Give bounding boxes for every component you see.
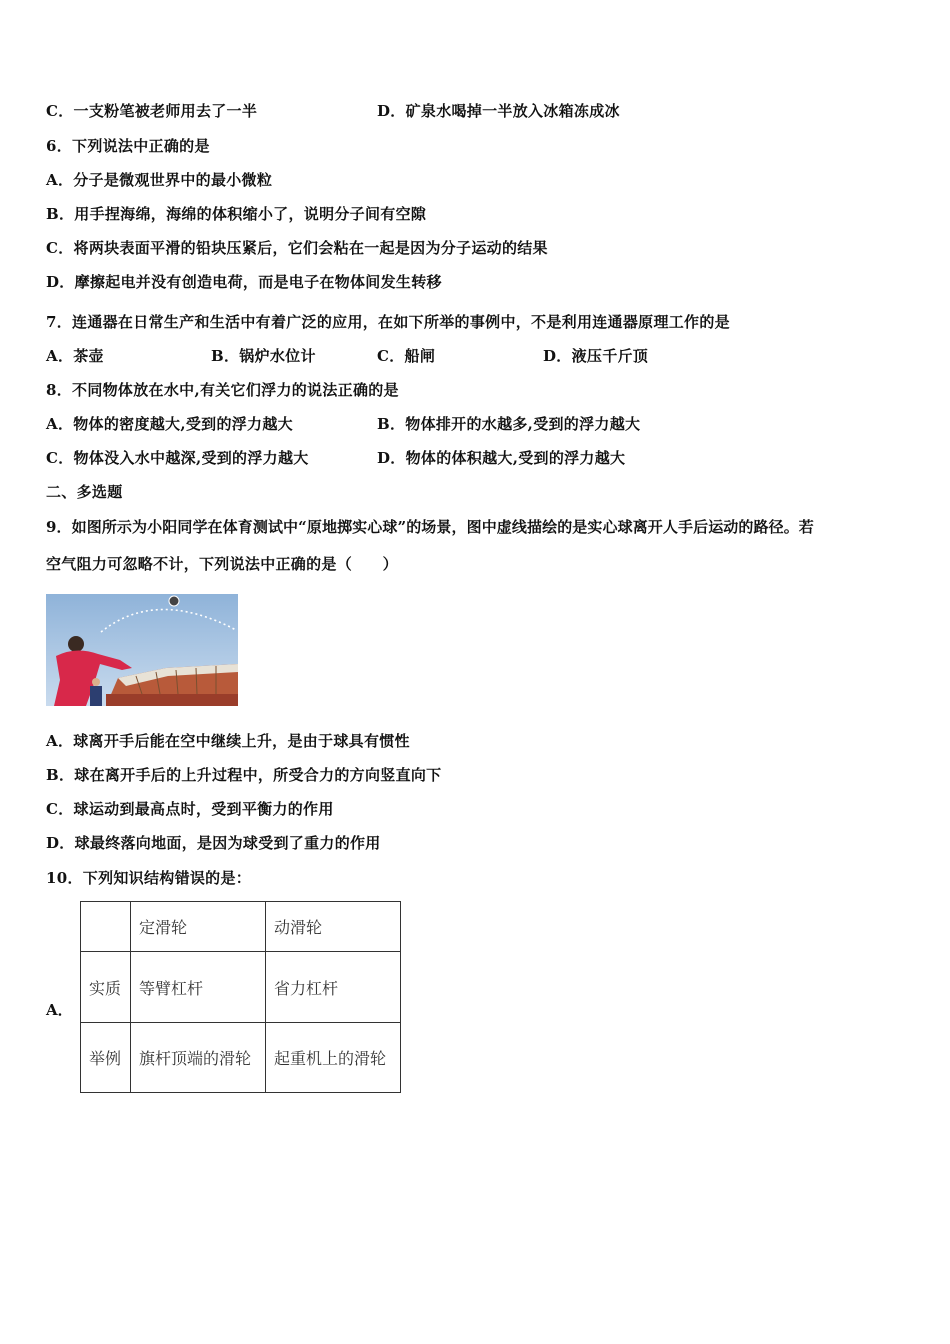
q6-stem: 6．下列说法中正确的是 <box>46 137 210 155</box>
q9-stem-line1: 9．如图所示为小阳同学在体育测试中“原地掷实心球”的场景，图中虚线描绘的是实心球离开人手后运动的路径。若 <box>46 518 814 536</box>
table-header-movable-pulley: 动滑轮 <box>266 902 401 952</box>
q7-option-d: D．液压千斤顶 <box>543 347 649 365</box>
q7-stem: 7．连通器在日常生产和生活中有着广泛的应用，在如下所举的事例中，不是利用连通器原理工作的是 <box>46 313 730 331</box>
table-row-label-example: 举例 <box>81 1023 131 1093</box>
table-cell: 等臂杠杆 <box>131 952 266 1023</box>
q8-option-b: B．物体排开的水越多,受到的浮力越大 <box>377 415 641 433</box>
q6-option-a: A．分子是微观世界中的最小微粒 <box>46 171 273 189</box>
table-cell: 起重机上的滑轮 <box>266 1023 401 1093</box>
q9-stem-line2: 空气阻力可忽略不计，下列说法中正确的是（ ） <box>46 555 398 573</box>
q9-option-b: B．球在离开手后的上升过程中，所受合力的方向竖直向下 <box>46 766 442 784</box>
table-cell <box>81 902 131 952</box>
q6-option-b: B．用手捏海绵，海绵的体积缩小了，说明分子间有空隙 <box>46 205 427 223</box>
q5-option-c: C．一支粉笔被老师用去了一半 <box>46 102 258 120</box>
q5-option-d: D．矿泉水喝掉一半放入冰箱冻成冰 <box>377 102 620 120</box>
q10-option-a-label: A． <box>46 1001 73 1019</box>
q6-option-c: C．将两块表面平滑的铅块压紧后，它们会粘在一起是因为分子运动的结果 <box>46 239 548 257</box>
q9-option-d: D．球最终落向地面，是因为球受到了重力的作用 <box>46 834 381 852</box>
q9-option-a: A．球离开手后能在空中继续上升，是由于球具有惯性 <box>46 732 410 750</box>
pulley-knowledge-table <box>80 901 401 1093</box>
section-heading-multiple-choice: 二、多选题 <box>46 483 123 501</box>
q10-stem: 10．下列知识结构错误的是： <box>46 869 252 887</box>
table-header-fixed-pulley: 定滑轮 <box>131 902 266 952</box>
table-cell: 省力杠杆 <box>266 952 401 1023</box>
q8-option-c: C．物体没入水中越深,受到的浮力越大 <box>46 449 309 467</box>
q7-option-b: B．锅炉水位计 <box>211 347 316 365</box>
shot-put-photo <box>46 594 238 706</box>
q8-option-a: A．物体的密度越大,受到的浮力越大 <box>46 415 293 433</box>
q8-option-d: D．物体的体积越大,受到的浮力越大 <box>377 449 626 467</box>
table-row-label-essence: 实质 <box>81 952 131 1023</box>
q7-option-a: A．茶壶 <box>46 347 104 365</box>
q8-stem: 8．不同物体放在水中,有关它们浮力的说法正确的是 <box>46 381 399 399</box>
q9-option-c: C．球运动到最高点时，受到平衡力的作用 <box>46 800 334 818</box>
table-cell: 旗杆顶端的滑轮 <box>131 1023 266 1093</box>
q7-option-c: C．船闸 <box>377 347 436 365</box>
q6-option-d: D．摩擦起电并没有创造电荷，而是电子在物体间发生转移 <box>46 273 442 291</box>
